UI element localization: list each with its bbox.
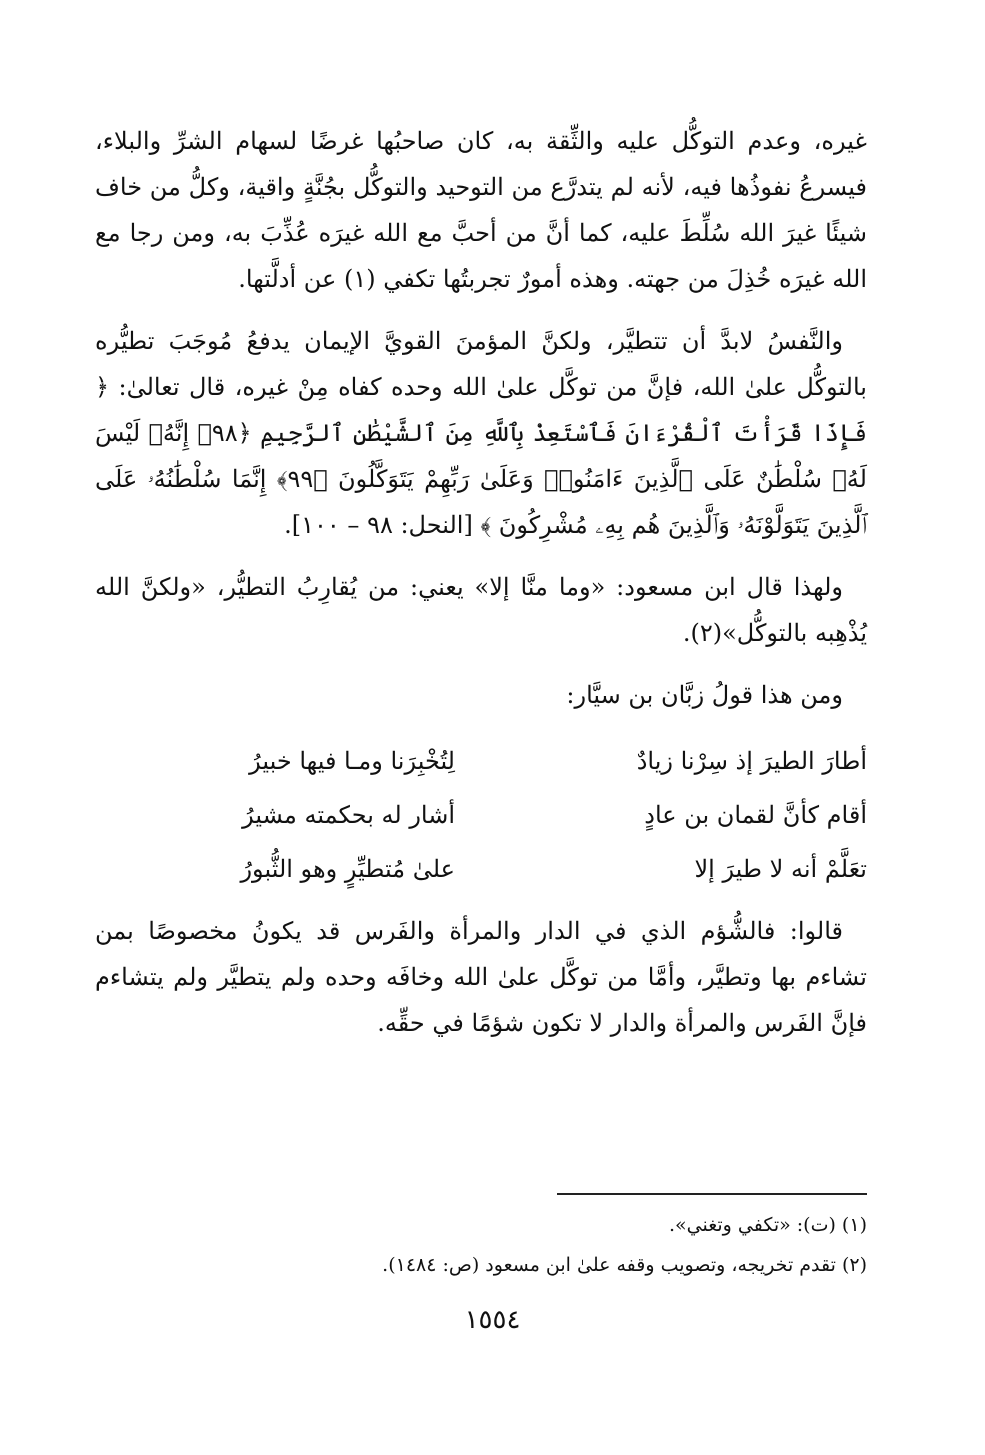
poem-line <box>95 788 867 842</box>
page-number: ١٥٥٤ <box>464 1305 521 1335</box>
poem-second-hemistich: أشار له بحكمته مشيرُ <box>242 801 455 829</box>
poem-second-hemistich: لِتُخْبِرَنا ومـا فيها خبيرُ <box>249 747 455 775</box>
footnote-2: (٢) تقدم تخريجه، وتصويب وقفه علىٰ ابن مسعود (ص: ١٤٨٤). <box>382 1254 867 1276</box>
poem-line <box>95 842 867 896</box>
paragraph-4: ومن هذا قولُ زبَّان بن سيَّار: <box>566 681 843 709</box>
quran-verse: ﴿ فَإِذَا قَرَأْتَ ٱلْقُرْءَانَ فَٱسْتَعِذْ بِٱللَّهِ مِنَ ٱلشَّيْطَٰنِ ٱلرَّجِيمِ ﴿٩٨﴾ إِنَّهُۥ لَيْسَ لَهُۥ سُلْطَٰنٌ عَلَى ٱلَّذِينَ ءَامَنُوا۟ وَعَلَىٰ رَبِّهِمْ يَتَوَكَّلُونَ ﴿٩٩﴾ إِنَّمَا سُلْطَٰنُهُۥ عَلَى ٱلَّذِينَ يَتَوَلَّوْنَهُۥ وَٱلَّذِينَ هُم بِهِۦ مُشْرِكُونَ ﴾ <box>95 373 868 539</box>
footnotes <box>95 1205 867 1285</box>
main-text <box>95 118 867 1062</box>
poem-first-hemistich: تعَلَّمْ أنه لا طيرَ إلا <box>694 855 867 883</box>
quran-reference: [النحل: ٩٨ – ١٠٠]. <box>284 511 481 539</box>
paragraph-5: قالوا: فالشُّؤم الذي في الدار والمرأة والفَرس قد يكونُ مخصوصًا بمن تشاءم بها وتطيَّر، وأمَّا من توكَّل علىٰ الله وخافَه وحده ولم يتطيَّر ولم يتشاءم فإنَّ الفَرس والمرأة والدار لا تكون شؤمًا في حقِّه. <box>95 917 867 1037</box>
paragraph-2 <box>95 318 867 548</box>
paragraph-3: ولهذا قال ابن مسعود: «وما منَّا إلا» يعني: من يُقارِبُ التطيُّر، «ولكنَّ الله يُذْهِبه بالتوكُّل»(٢). <box>95 573 867 647</box>
paragraph-2-intro: والنَّفسُ لابدَّ أن تتطيَّر، ولكنَّ المؤمنَ القويَّ الإيمان يدفعُ مُوجَبَ تطيُّره بالتوكُّل علىٰ الله، فإنَّ من توكَّل علىٰ الله وحده كفاه مِنْ غيره، قال تعالىٰ: <box>95 327 867 401</box>
footnote-separator <box>557 1193 867 1195</box>
poem <box>95 734 867 896</box>
poem-second-hemistich: علىٰ مُتطيِّرٍ وهو الثُّبورُ <box>240 855 455 883</box>
poem-line <box>95 734 867 788</box>
poem-first-hemistich: أقام كأنَّ لقمان بن عادٍ <box>644 801 867 829</box>
poem-first-hemistich: أطارَ الطيرَ إذ سِرْنا زيادٌ <box>636 747 867 775</box>
paragraph-1: غيره، وعدم التوكُّل عليه والثِّقة به، كان صاحبُها غرضًا لسهام الشرِّ والبلاء، فيسرعُ نفوذُها فيه، لأنه لم يتدرَّع من التوحيد والتوكُّل بجُنَّةٍ واقية، وكلُّ من خاف شيئًا غيرَ الله سُلِّطَ عليه، كما أنَّ من أحبَّ مع الله غيرَه عُذِّبَ به، ومن رجا مع الله غيرَه خُذِلَ من جهته. وهذه أمورٌ تجربتُها تكفي (١) عن أدلَّتها. <box>95 127 867 293</box>
footnote-1: (١) (ت): «تكفي وتغني». <box>668 1214 867 1236</box>
